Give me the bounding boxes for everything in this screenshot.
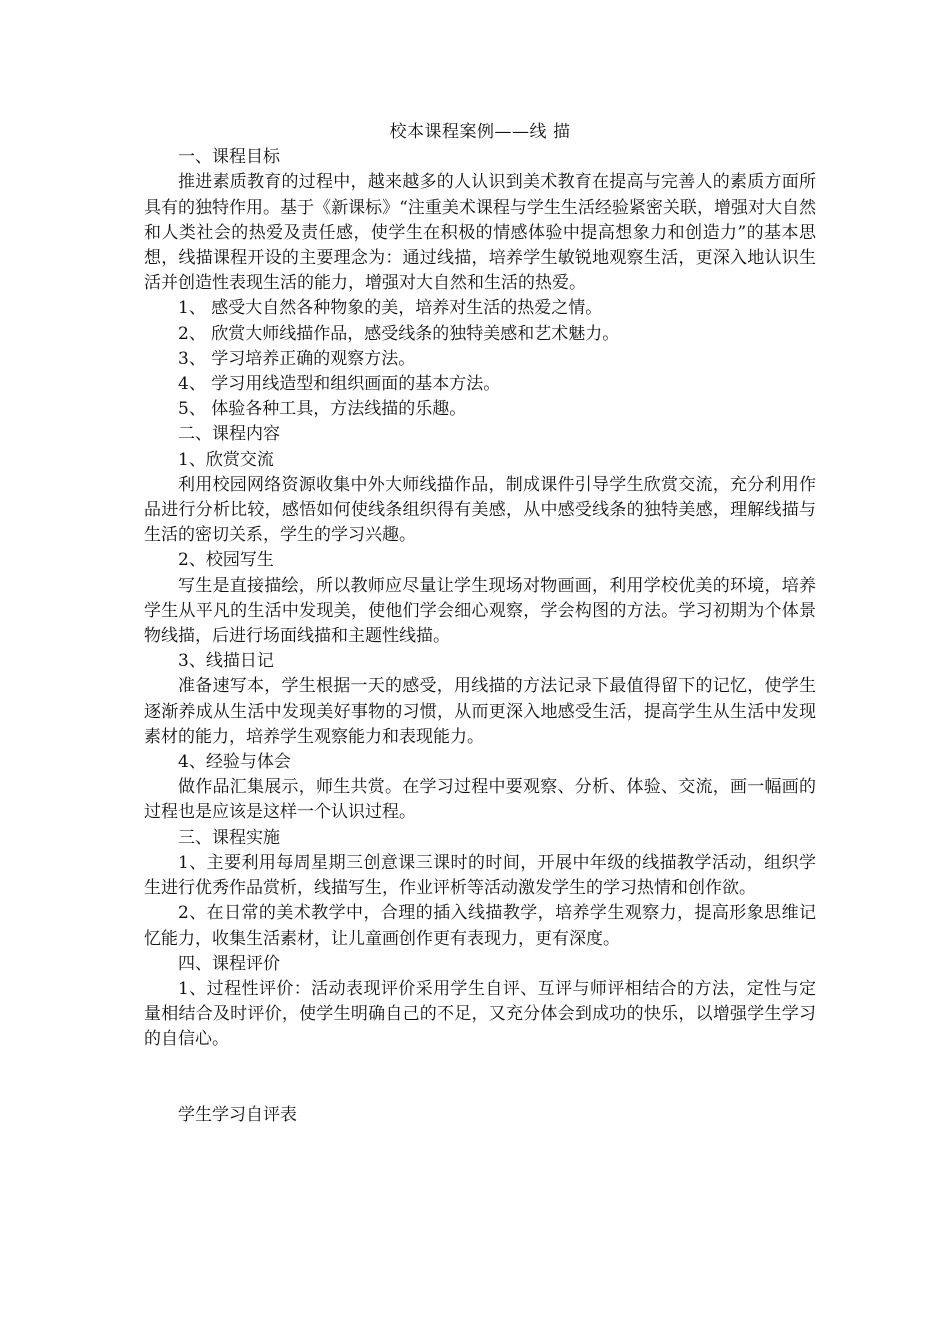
goal-item-5: 5、 体验各种工具，方法线描的乐趣。: [178, 399, 467, 420]
section-heading-implementation: 三、课程实施: [178, 827, 280, 848]
subsection-heading-experience: 4、经验与体会: [178, 752, 291, 773]
subsection-text-appreciation: 利用校园网络资源收集中外大师线描作品，制成课件引导学生欣赏交流，充分利用作品进行分析比较，感悟如何使线条组织得有美感，从中感受线条的独特美感，理解线描与生活的密切关系，学生的学习兴趣。: [144, 474, 816, 546]
goal-item-4: 4、 学习用线造型和组织画面的基本方法。: [178, 374, 501, 395]
implementation-paragraph-1: 1、主要利用每周星期三创意课三课时的时间，开展中年级的线描教学活动，组织学生进行优秀作品赏析，线描写生，作业评析等活动激发学生的学习热情和创作欲。: [144, 852, 816, 899]
subsection-text-diary: 准备速写本，学生根据一天的感受，用线描的方法记录下最值得留下的记忆，使学生逐渐养成从生活中发现美好事物的习惯，从而更深入地感受生活，提高学生从生活中发现素材的能力，培养学生观察能力和表现能力。: [144, 676, 816, 747]
goal-item-1: 1、 感受大自然各种物象的美，培养对生活的热爱之情。: [178, 298, 603, 319]
subsection-heading-sketching: 2、校园写生: [178, 550, 274, 571]
subsection-heading-appreciation: 1、欣赏交流: [178, 449, 274, 470]
goal-item-2: 2、 欣赏大师线描作品，感受线条的独特美感和艺术魅力。: [178, 323, 620, 344]
spacer: [144, 1053, 816, 1103]
document-body: [144, 120, 816, 1128]
table-caption: 学生学习自评表: [178, 1104, 297, 1125]
section-heading-content: 二、课程内容: [178, 424, 280, 445]
subsection-text-experience: 做作品汇集展示，师生共赏。在学习过程中要观察、分析、体验、交流，画一幅画的过程也是应该是这样一个认识过程。: [144, 777, 816, 823]
goals-paragraph: 推进素质教育的过程中，越来越多的人认识到美术教育在提高与完善人的素质方面所具有的独特作用。基于《新课标》“注重美术课程与学生生活经验紧密关联，增强对大自然和人类社会的热爱及责任感，使学生在积极的情感体验中提高想象力和创造力”的基本思想，线描课程开设的主要理念为：通过线描，培养学生敏锐地观察生活，更深入地认识生活并创造性表现生活的能力，增强对大自然和生活的热爱。: [144, 172, 816, 294]
document-title: 校本课程案例——线 描: [389, 122, 571, 142]
subsection-heading-diary: 3、线描日记: [178, 651, 274, 672]
evaluation-paragraph-1: 1、过程性评价：活动表现评价采用学生自评、互评与师评相结合的方法，定性与定量相结合及时评价，使学生明确自己的不足，又充分体会到成功的快乐，以增强学生学习的自信心。: [144, 978, 816, 1050]
section-heading-goals: 一、课程目标: [178, 147, 280, 168]
goal-item-3: 3、 学习培养正确的观察方法。: [178, 348, 416, 369]
section-heading-evaluation: 四、课程评价: [178, 953, 280, 974]
subsection-text-sketching: 写生是直接描绘，所以教师应尽量让学生现场对物画画，利用学校优美的环境，培养学生从平凡的生活中发现美，使他们学会细心观察，学会构图的方法。学习初期为个体景物线描，后进行场面线描和主题性线描。: [144, 575, 816, 647]
implementation-paragraph-2: 2、在日常的美术教学中，合理的插入线描教学，培养学生观察力，提高形象思维记忆能力，收集生活素材，让儿童画创作更有表现力，更有深度。: [144, 903, 816, 949]
